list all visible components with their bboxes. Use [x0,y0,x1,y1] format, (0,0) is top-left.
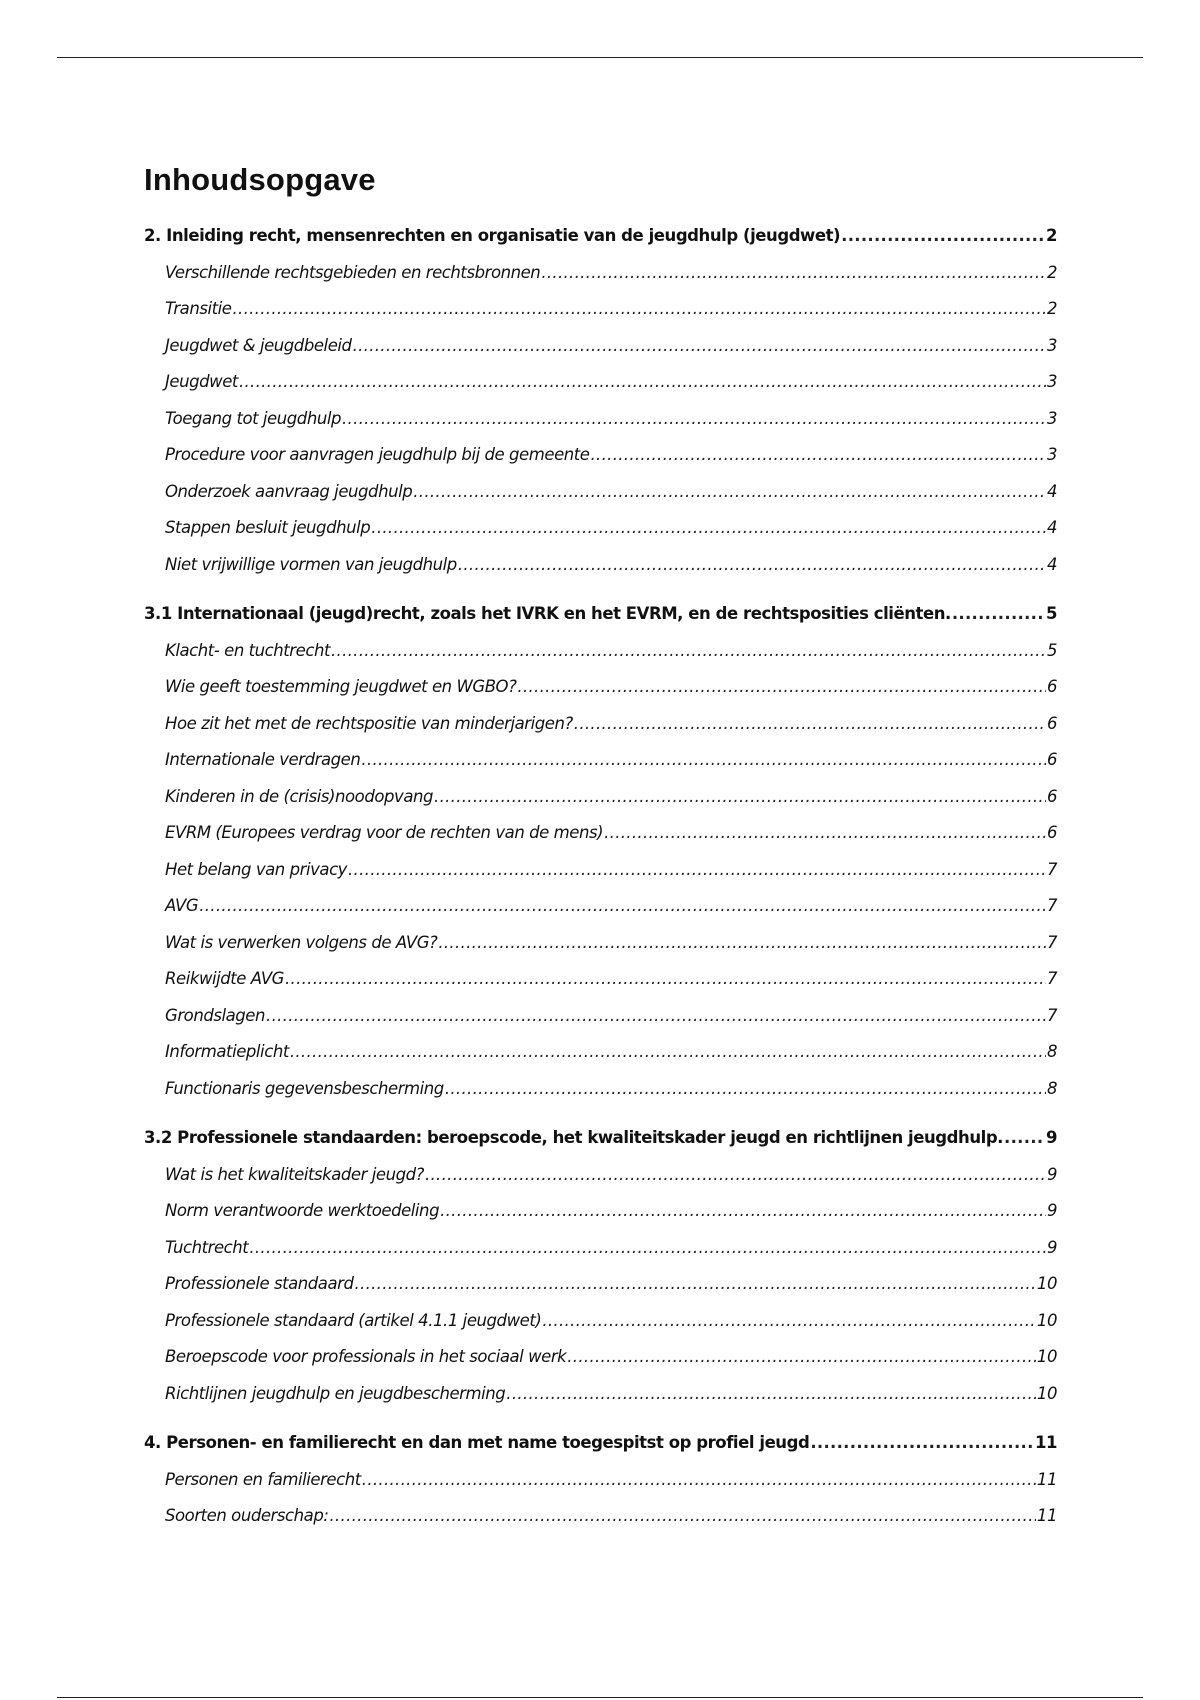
dot-leader [266,998,1046,1035]
toc-item[interactable] [144,1034,1057,1071]
dot-leader [371,510,1046,547]
toc-page-number: 9 [1045,1128,1057,1147]
toc-item-text: Klacht- en tuchtrecht [165,640,330,660]
toc-item-text: Transitie [165,299,232,318]
toc-page-number: 6 [1046,713,1057,733]
toc-page-number: 9 [1046,1201,1057,1220]
toc-item-text: Toegang tot jeugdhulp [165,408,341,428]
dot-leader [542,1303,1036,1340]
toc-page-number: 11 [1034,1433,1057,1452]
toc-item[interactable] [144,255,1057,292]
toc-heading-text: 2. Inleiding recht, mensenrechten en organisatie van de jeugdhulp (jeugdwet) [144,226,841,245]
dot-leader [329,1498,1035,1535]
toc-item[interactable] [144,1266,1057,1303]
toc-item[interactable] [144,1157,1057,1194]
toc-heading-text: 4. Personen- en familierecht en dan met name toegespitst op profiel jeugd [144,1433,810,1452]
dot-leader [438,925,1046,962]
toc-item[interactable] [144,364,1057,401]
dot-leader [517,669,1046,706]
toc-item-text: Soorten ouderschap: [165,1506,329,1525]
toc-page-number: 3 [1046,445,1057,464]
toc-page-number: 2 [1045,226,1057,245]
toc-heading[interactable] [144,1425,1057,1462]
dot-leader [445,1071,1046,1108]
dot-leader [952,596,1045,633]
toc-item[interactable] [144,742,1057,779]
toc-page-number: 6 [1046,750,1057,769]
toc-page-number: 6 [1046,786,1057,806]
toc-container [144,160,1057,1535]
toc-page-number: 6 [1046,823,1057,842]
toc-item[interactable] [144,998,1057,1035]
toc-heading[interactable] [144,596,1057,633]
dot-leader [841,218,1045,255]
toc-item-text: Wie geeft toestemming jeugdwet en WGBO? [165,677,517,696]
dot-leader [506,1376,1036,1413]
dot-leader [604,815,1046,852]
toc-item-text: Verschillende rechtsgebieden en rechtsbronnen [165,262,541,282]
toc-item[interactable] [144,1071,1057,1108]
toc-item[interactable] [144,888,1057,925]
toc-page-number: 3 [1046,335,1057,355]
toc-heading-text: 3.2 Professionele standaarden: beroepscode, het kwaliteitskader jeugd en richtlijnen jeugdhulp. [144,1128,1003,1147]
toc-page-number: 7 [1046,932,1057,952]
dot-leader [233,291,1046,328]
toc-item[interactable] [144,961,1057,998]
dot-leader [239,364,1046,401]
toc-page-number: 7 [1046,896,1057,915]
toc-item-text: Het belang van privacy [165,859,348,879]
dot-leader [458,547,1046,584]
toc-item-text: Informatieplicht [165,1042,289,1061]
toc-item[interactable] [144,852,1057,889]
toc-page-number: 10 [1036,1383,1057,1403]
toc-item[interactable] [144,328,1057,365]
toc-item-text: Internationale verdragen [165,750,361,769]
toc-item[interactable] [144,401,1057,438]
toc-page-number: 2 [1046,262,1057,282]
toc-item-text: Procedure voor aanvragen jeugdhulp bij de gemeente [165,445,590,464]
toc-item[interactable] [144,547,1057,584]
toc-item[interactable] [144,1303,1057,1340]
toc-page-number: 10 [1036,1310,1057,1330]
toc-item-text: Professionele standaard [165,1274,354,1293]
toc-page-number: 3 [1046,372,1057,391]
toc-item-text: AVG [165,896,199,915]
toc-item-text: Tuchtrecht [165,1237,249,1257]
toc-item-text: Niet vrijwillige vormen van jeugdhulp [165,554,457,574]
toc-item-text: EVRM (Europees verdrag voor de rechten van de mens) [165,823,604,842]
toc-heading[interactable] [144,1120,1057,1157]
toc-page-number: 5 [1046,640,1057,660]
toc-item-text: Beroepscode voor professionals in het sociaal werk [165,1347,567,1366]
toc-item[interactable] [144,1193,1057,1230]
toc-item-text: Jeugdwet & jeugdbeleid [165,335,352,355]
dot-leader [290,1034,1046,1071]
toc-page-number: 9 [1046,1164,1057,1184]
toc-item[interactable] [144,1339,1057,1376]
toc-item[interactable] [144,1376,1057,1413]
dot-leader [810,1425,1034,1462]
dot-leader [541,255,1046,292]
dot-leader [355,1266,1036,1303]
toc-item-text: Professionele standaard (artikel 4.1.1 jeugdwet) [165,1310,542,1330]
toc-item[interactable] [144,291,1057,328]
toc-item[interactable] [144,633,1057,670]
toc-item-text: Reikwijdte AVG [165,969,284,988]
toc-page-number: 3 [1046,408,1057,428]
toc-item[interactable] [144,510,1057,547]
toc-item-text: Hoe zit het met de rechtspositie van minderjarigen? [165,713,573,733]
dot-leader [567,1339,1036,1376]
toc-page-number: 7 [1046,969,1057,988]
dot-leader [348,852,1046,889]
toc-page-number: 11 [1036,1469,1057,1489]
dot-leader [440,1193,1046,1230]
dot-leader [285,961,1046,998]
dot-leader [199,888,1046,925]
toc-item-text: Functionaris gegevensbescherming [165,1078,444,1098]
dot-leader [591,437,1046,474]
toc-page-number: 4 [1046,554,1057,574]
dot-leader [574,706,1046,743]
toc-item[interactable] [144,1230,1057,1267]
toc-page-number: 9 [1046,1237,1057,1257]
toc-item-text: Grondslagen [165,1005,266,1025]
dot-leader [425,1157,1046,1194]
dot-leader [413,474,1046,511]
toc-item[interactable] [144,437,1057,474]
toc-page-number: 11 [1036,1506,1057,1525]
toc-heading[interactable] [144,218,1057,255]
toc-item-text: Richtlijnen jeugdhulp en jeugdbescherming [165,1383,506,1403]
dot-leader [249,1230,1046,1267]
toc-item-text: Onderzoek aanvraag jeugdhulp [165,481,413,501]
toc-page-number: 4 [1046,481,1057,501]
toc-item[interactable] [144,925,1057,962]
toc-page-number: 8 [1046,1042,1057,1061]
toc-page-number: 4 [1046,518,1057,537]
dot-leader [362,1462,1036,1499]
dot-leader [331,633,1046,670]
toc-section-2 [144,218,1057,1535]
toc-page-number: 5 [1045,604,1057,623]
toc-page-number: 10 [1036,1347,1057,1366]
toc-item[interactable] [144,1462,1057,1499]
toc-item[interactable] [144,815,1057,852]
toc-item[interactable] [144,779,1057,816]
toc-page-number: 6 [1046,677,1057,696]
header-rule [57,57,1143,58]
toc-item-text: Wat is het kwaliteitskader jeugd? [165,1164,424,1184]
dot-leader [353,328,1046,365]
toc-item-text: Personen en familierecht [165,1469,361,1489]
dot-leader [1004,1120,1045,1157]
toc-item-text: Wat is verwerken volgens de AVG? [165,932,438,952]
dot-leader [342,401,1046,438]
toc-item-text: Norm verantwoorde werktoedeling [165,1201,440,1220]
toc-page-number: 2 [1046,299,1057,318]
toc-page-number: 7 [1046,859,1057,879]
toc-heading-text: 3.1 Internationaal (jeugd)recht, zoals het IVRK en het EVRM, en de rechtsposities cliënten. [144,604,951,623]
footer-rule [57,1697,1143,1698]
page-title: Inhoudsopgave [144,162,376,197]
toc-item[interactable] [144,1498,1057,1535]
dot-leader [434,779,1046,816]
toc-page-number: 10 [1036,1274,1057,1293]
toc-item[interactable] [144,474,1057,511]
toc-item[interactable] [144,706,1057,743]
dot-leader [361,742,1046,779]
toc-page-number: 8 [1046,1078,1057,1098]
toc-item-text: Jeugdwet [165,372,238,391]
toc-item-text: Stappen besluit jeugdhulp [165,518,371,537]
toc-page-number: 7 [1046,1005,1057,1025]
toc-item[interactable] [144,669,1057,706]
toc-item-text: Kinderen in de (crisis)noodopvang [165,786,434,806]
